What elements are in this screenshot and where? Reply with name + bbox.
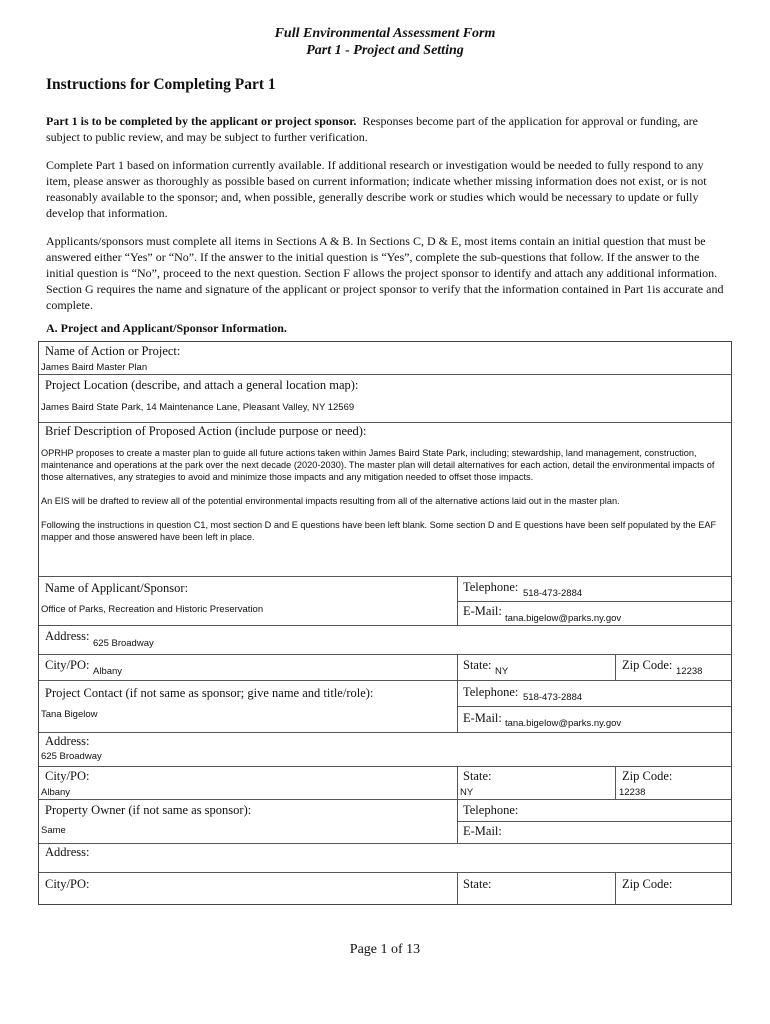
column-divider <box>615 766 616 799</box>
description-paragraph-3[interactable]: Following the instructions in question C1, most section D and E questions have been left blank. Some section D and E questions have been self populated by the EAF mapper and those answered have been left in place. <box>41 520 717 542</box>
owner-state-label: State: <box>463 877 492 891</box>
row-divider <box>39 625 731 626</box>
column-divider <box>457 576 458 625</box>
applicant-city-label: City/PO: <box>45 658 90 672</box>
applicant-address-field[interactable]: 625 Broadway <box>93 638 154 649</box>
applicant-state-field[interactable]: NY <box>495 666 509 677</box>
contact-name-field[interactable]: Tana Bigelow <box>41 709 98 720</box>
row-divider <box>457 821 731 822</box>
row-divider <box>39 766 731 767</box>
applicant-address-label: Address: <box>45 629 90 643</box>
instructions-p1-rest: Responses become part of the application for approval or funding, are subject to public review, and may be subject to further verification. <box>46 114 698 144</box>
row-divider <box>457 601 731 602</box>
row-divider <box>39 799 731 800</box>
applicant-state-label: State: <box>463 658 492 672</box>
row-divider <box>39 422 731 423</box>
action-name-label: Name of Action or Project: <box>45 344 181 358</box>
row-divider <box>39 576 731 577</box>
project-location-label: Project Location (describe, and attach a general location map): <box>45 378 359 392</box>
project-information-form <box>38 341 732 905</box>
applicant-email-field[interactable]: tana.bigelow@parks.ny.gov <box>505 613 622 624</box>
contact-phone-label: Telephone: <box>463 685 519 699</box>
owner-name-field[interactable]: Same <box>41 825 66 836</box>
instructions-paragraph-2: Complete Part 1 based on information currently available. If additional research or investigation would be needed to fully respond to any item, please answer as thoroughly as possible based on current information; indicate whether missing information does not exist, or is not reasonably available to the sponsor; and, when possible, generally describe work or studies which would be necessary to update or fully develop that information. <box>46 158 707 220</box>
applicant-city-field[interactable]: Albany <box>93 666 123 677</box>
form-title: Full Environmental Assessment Form <box>274 26 496 41</box>
section-a-heading: A. Project and Applicant/Sponsor Information. <box>46 321 287 335</box>
contact-zip-label: Zip Code: <box>622 769 673 783</box>
applicant-email-label: E-Mail: <box>463 604 502 618</box>
contact-city-label: City/PO: <box>45 769 90 783</box>
column-divider <box>457 872 458 904</box>
column-divider <box>615 872 616 904</box>
instructions-p1-bold: Part 1 is to be completed by the applicant or project sponsor. <box>46 114 357 128</box>
owner-phone-label: Telephone: <box>463 803 519 817</box>
row-divider <box>39 374 731 375</box>
row-divider <box>39 680 731 681</box>
contact-address-field[interactable]: 625 Broadway <box>41 751 102 762</box>
applicant-zip-label: Zip Code: <box>622 658 673 672</box>
applicant-phone-field[interactable]: 518-473-2884 <box>523 588 583 599</box>
applicant-name-field[interactable]: Office of Parks, Recreation and Historic Preservation <box>41 604 264 615</box>
row-divider <box>39 872 731 873</box>
contact-phone-field[interactable]: 518-473-2884 <box>523 692 583 703</box>
contact-state-field[interactable]: NY <box>460 787 474 798</box>
row-divider <box>457 706 731 707</box>
owner-zip-label: Zip Code: <box>622 877 673 891</box>
contact-state-label: State: <box>463 769 492 783</box>
contact-name-label: Project Contact (if not same as sponsor; give name and title/role): <box>45 686 374 700</box>
column-divider <box>457 766 458 843</box>
contact-email-label: E-Mail: <box>463 711 502 725</box>
description-paragraph-2[interactable]: An EIS will be drafted to review all of the potential environmental impacts resulting from all of the alternative actions laid out in the master plan. <box>41 496 620 506</box>
description-paragraph-1[interactable]: OPRHP proposes to create a master plan to guide all future actions taken within James Baird State Park, including; stewardship, land management, construction, maintenance and operations at the park over the next decade (2020-2030). The master plan will detail alternatives for each action, detail the environmental impacts of those alternatives, any strategies to avoid and minimize those impacts and any mitigation needed to offset those impacts. <box>41 448 715 482</box>
form-subtitle: Part 1 - Project and Setting <box>306 43 464 58</box>
contact-email-field[interactable]: tana.bigelow@parks.ny.gov <box>505 718 622 729</box>
contact-address-label: Address: <box>45 734 90 748</box>
description-label: Brief Description of Proposed Action (include purpose or need): <box>45 424 367 438</box>
row-divider <box>39 843 731 844</box>
owner-city-label: City/PO: <box>45 877 90 891</box>
instructions-paragraph-3: Applicants/sponsors must complete all items in Sections A & B. In Sections C, D & E, most items contain an initial question that must be answered either “Yes” or “No”. If the answer to the initial question is “Yes”, complete the sub-questions that follow. If the answer to the initial question is “No”, proceed to the next question. Section F allows the project sponsor to identify and attach any additional information. Section G requires the name and signature of the applicant or project sponsor to verify that the information contained in Part 1is accurate and complete. <box>46 234 724 312</box>
owner-name-label: Property Owner (if not same as sponsor): <box>45 803 252 817</box>
page-number: Page 1 of 13 <box>349 942 421 957</box>
column-divider <box>457 654 458 732</box>
column-divider <box>615 654 616 680</box>
row-divider <box>39 732 731 733</box>
applicant-name-label: Name of Applicant/Sponsor: <box>45 581 189 595</box>
applicant-zip-field[interactable]: 12238 <box>676 666 703 677</box>
contact-zip-field[interactable]: 12238 <box>619 787 646 798</box>
instructions-heading: Instructions for Completing Part 1 <box>46 76 276 93</box>
applicant-phone-label: Telephone: <box>463 580 519 594</box>
owner-address-label: Address: <box>45 845 90 859</box>
row-divider <box>39 654 731 655</box>
instructions-paragraph-1 <box>46 113 726 145</box>
owner-email-label: E-Mail: <box>463 824 502 838</box>
contact-city-field[interactable]: Albany <box>41 787 71 798</box>
project-location-field[interactable]: James Baird State Park, 14 Maintenance Lane, Pleasant Valley, NY 12569 <box>41 402 355 413</box>
action-name-field[interactable]: James Baird Master Plan <box>41 362 148 373</box>
